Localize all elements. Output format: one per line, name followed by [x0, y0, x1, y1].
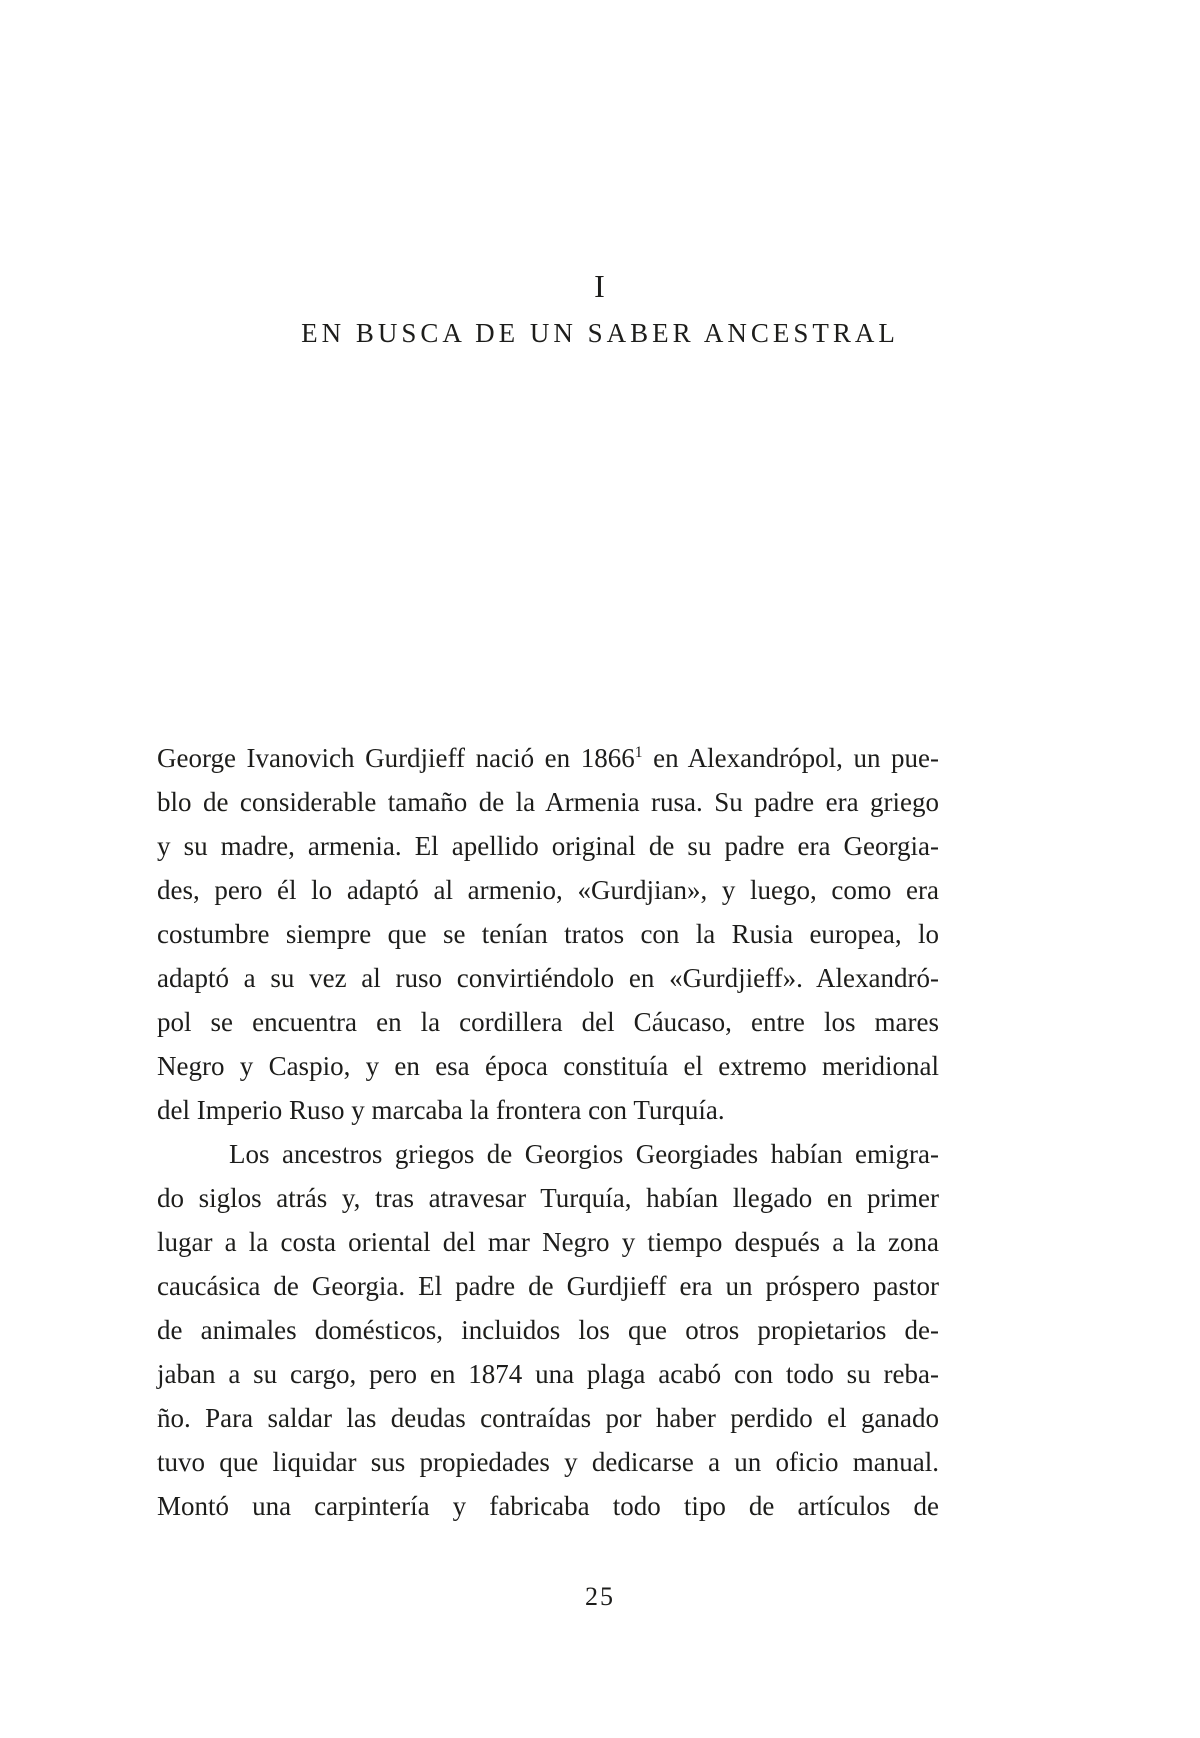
text-line [157, 1484, 939, 1528]
chapter-number: I [594, 268, 606, 304]
text-line [157, 1352, 939, 1396]
text-line [157, 780, 939, 824]
text-line [157, 1044, 939, 1088]
text-line [157, 1308, 939, 1352]
text-line [157, 1132, 939, 1176]
text-segment: Los ancestros griegos de Georgios Georgiades habían emigra- [229, 1139, 939, 1169]
text-segment: Negro y Caspio, y en esa época constituía el extremo meridional [157, 1051, 939, 1081]
text-segment: pol se encuentra en la cordillera del Cáucaso, entre los mares [157, 1007, 939, 1037]
text-line [157, 1220, 939, 1264]
text-line [157, 1000, 939, 1044]
chapter-title: EN BUSCA DE UN SABER ANCESTRAL [301, 318, 899, 348]
text-segment: jaban a su cargo, pero en 1874 una plaga acabó con todo su reba- [157, 1359, 939, 1389]
text-segment: Montó una carpintería y fabricaba todo tipo de artículos de [157, 1491, 939, 1521]
text-line [157, 912, 939, 956]
text-segment: costumbre siempre que se tenían tratos con la Rusia europea, lo [157, 919, 939, 949]
text-segment: des, pero él lo adaptó al armenio, «Gurdjian», y luego, como era [157, 875, 939, 905]
body-text [157, 736, 939, 1528]
text-segment: del Imperio Ruso y marcaba la frontera con Turquía. [157, 1095, 725, 1125]
text-line [157, 736, 939, 780]
text-line [157, 1176, 939, 1220]
text-segment: ño. Para saldar las deudas contraídas por haber perdido el ganado [157, 1403, 939, 1433]
text-segment: tuvo que liquidar sus propiedades y dedicarse a un oficio manual. [157, 1447, 939, 1477]
text-segment: George Ivanovich Gurdjieff nació en 1866 [157, 743, 635, 773]
footnote-marker: 1 [634, 744, 643, 761]
text-line [157, 824, 939, 868]
text-line [157, 1088, 939, 1132]
text-segment: do siglos atrás y, tras atravesar Turquía, habían llegado en primer [157, 1183, 939, 1213]
text-line [157, 868, 939, 912]
text-segment: y su madre, armenia. El apellido original de su padre era Georgia- [157, 831, 939, 861]
text-line [157, 1264, 939, 1308]
paragraph [157, 1132, 939, 1528]
text-line [157, 956, 939, 1000]
text-segment: en Alexandrópol, un pue- [642, 743, 939, 773]
text-segment: de animales domésticos, incluidos los que otros propietarios de- [157, 1315, 939, 1345]
text-line [157, 1396, 939, 1440]
text-segment: adaptó a su vez al ruso convirtiéndolo en «Gurdjieff». Alexandró- [157, 963, 939, 993]
text-line [157, 1440, 939, 1484]
text-segment: blo de considerable tamaño de la Armenia rusa. Su padre era griego [157, 787, 939, 817]
page-number: 25 [585, 1582, 615, 1611]
text-segment: caucásica de Georgia. El padre de Gurdjieff era un próspero pastor [157, 1271, 939, 1301]
paragraph [157, 736, 939, 1132]
text-segment: lugar a la costa oriental del mar Negro y tiempo después a la zona [157, 1227, 939, 1257]
